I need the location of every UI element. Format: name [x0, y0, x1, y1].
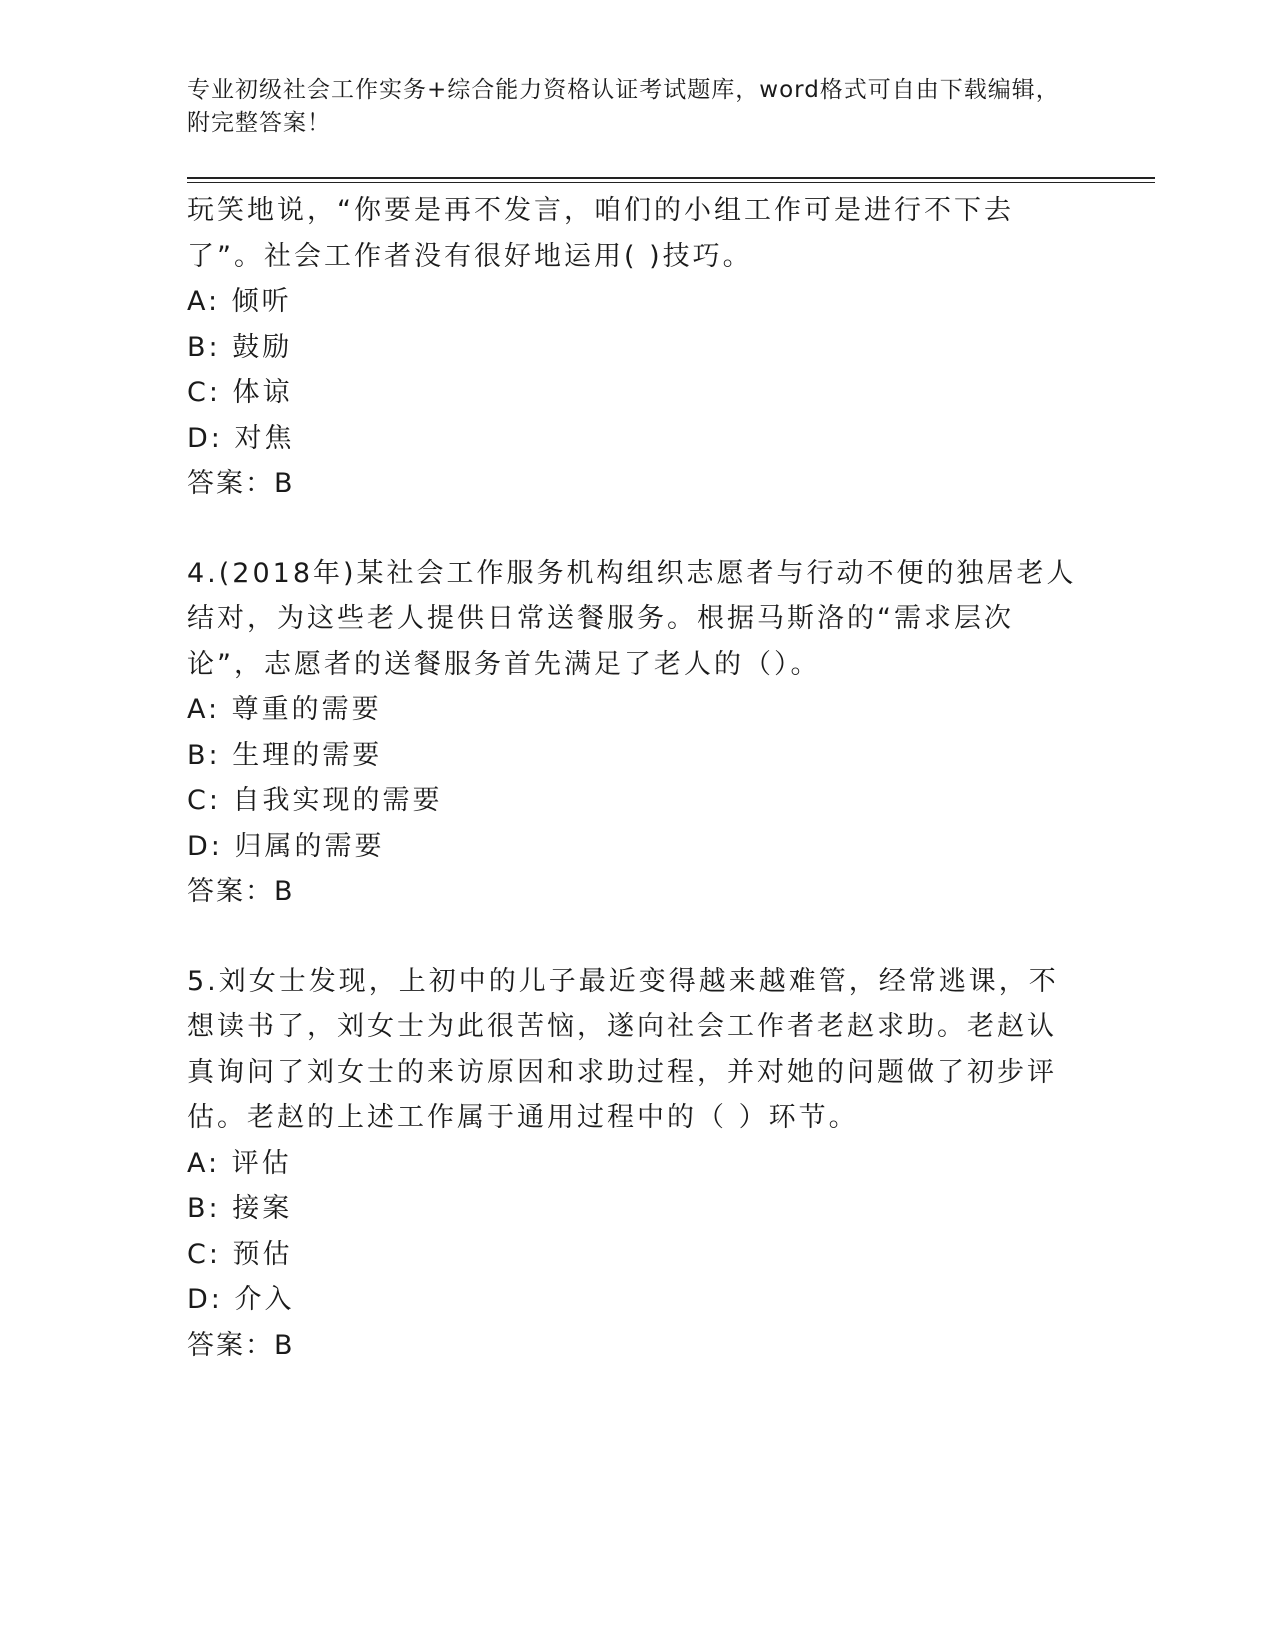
question-list: [187, 188, 1077, 1368]
option-b: B: 鼓励: [187, 331, 293, 363]
answer-line: 答案：B: [187, 468, 295, 499]
option-c: C: 自我实现的需要: [187, 785, 443, 816]
option-c: C: 体谅: [187, 377, 293, 408]
option-d: D: 归属的需要: [187, 830, 385, 862]
question-stem: 玩笑地说，“你要是再不发言，咱们的小组工作可是进行不下去了”。社会工作者没有很好地运用( )技巧。: [187, 195, 1014, 272]
option-b: B: 生理的需要: [187, 739, 383, 771]
answer-line: 答案：B: [187, 876, 295, 907]
header-rule-thick: [187, 177, 1155, 179]
header-rule-thin: [187, 182, 1155, 183]
option-b: B: 接案: [187, 1193, 293, 1224]
option-d: D: 介入: [187, 1284, 295, 1315]
option-d: D: 对焦: [187, 422, 295, 454]
question-item: [187, 551, 1077, 915]
question-item: [187, 959, 1077, 1369]
question-item: [187, 188, 1077, 507]
option-c: C: 预估: [187, 1238, 293, 1270]
option-a: A: 尊重的需要: [187, 694, 382, 725]
option-a: A: 评估: [187, 1147, 292, 1179]
option-a: A: 倾听: [187, 286, 292, 317]
question-stem: 5.刘女士发现，上初中的儿子最近变得越来越难管，经常逃课，不想读书了，刘女士为此很苦恼，遂向社会工作者老赵求助。老赵认真询问了刘女士的来访原因和求助过程，并对她的问题做了初步评估。老赵的上述工作属于通用过程中的（ ）环节。: [187, 965, 1059, 1133]
answer-line: 答案：B: [187, 1329, 295, 1361]
question-stem: 4.(2018年)某社会工作服务机构组织志愿者与行动不便的独居老人结对，为这些老人提供日常送餐服务。根据马斯洛的“需求层次论”，志愿者的送餐服务首先满足了老人的（）。: [187, 557, 1077, 680]
document-header: 专业初级社会工作实务+综合能力资格认证考试题库，word格式可自由下载编辑，附完整答案！: [187, 77, 1060, 136]
